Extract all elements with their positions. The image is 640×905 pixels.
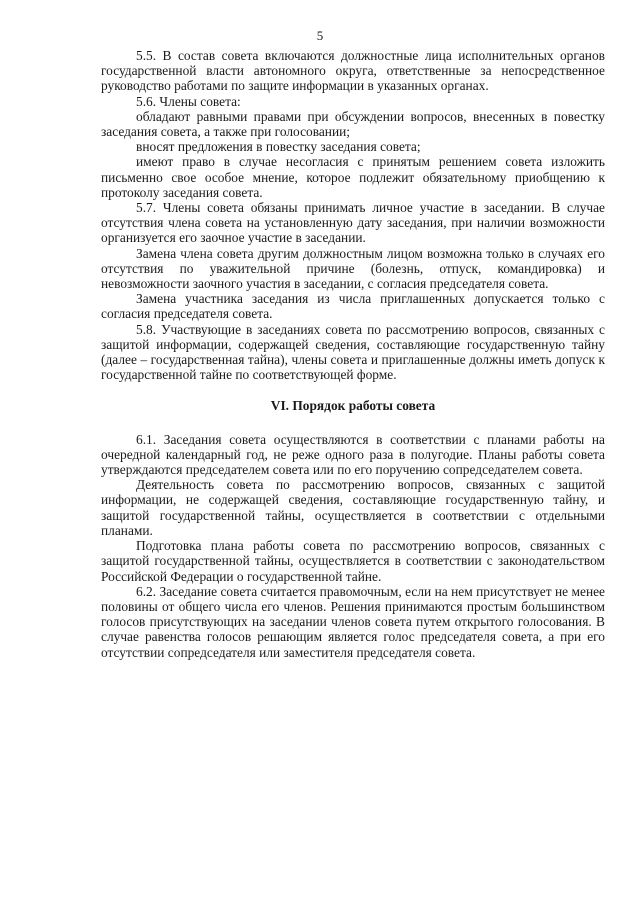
paragraph-6-2: 6.2. Заседание совета считается правомочным, если на нем присутствует не менее половины от общего числа его членов. Решения принимаются простым большинством голосов присутствующих на заседании членов совета путем открытого голосования. В случае равенства голосов решающим является голос председателя совета, а при его отсутствии сопредседателя или заместителя председателя совета. bbox=[101, 583, 605, 660]
paragraph-6-1-plan: Подготовка плана работы совета по рассмотрению вопросов, связанных с защитой государственной тайны, осуществляется в соответствии с законодательством Российской Федерации о государственной тайне. bbox=[101, 538, 605, 584]
paragraph-5-6-opinion: имеют право в случае несогласия с принятым решением совета изложить письменно свое особое мнение, которое подлежит обязательному приобщению к протоколу заседания совета. bbox=[101, 154, 605, 200]
paragraph-5-7: 5.7. Члены совета обязаны принимать личное участие в заседании. В случае отсутствия члена совета на установленную дату заседания, при наличии возможности организуется его заочное участие в заседании. bbox=[101, 200, 605, 246]
page-number: 5 bbox=[316, 28, 324, 43]
paragraph-6-1-activity: Деятельность совета по рассмотрению вопросов, связанных с защитой информации, не содержащей сведения, составляющие государственную тайну, и защитой государственной тайны, осуществляется в соответствии с отдельными планами. bbox=[101, 477, 605, 538]
paragraph-5-8: 5.8. Участвующие в заседаниях совета по рассмотрению вопросов, связанных с защитой информации, содержащей сведения, составляющие государственную тайну (далее – государственная тайна), члены совета и приглашенные должны иметь допуск к государственной тайне по соответствующей форме. bbox=[101, 321, 605, 383]
paragraph-5-5: 5.5. В состав совета включаются должностные лица исполнительных органов государственной власти автономного округа, ответственные за непосредственное руководство работами по защите информации в указанных органах. bbox=[101, 48, 605, 94]
document-body bbox=[101, 48, 605, 660]
paragraph-6-1: 6.1. Заседания совета осуществляются в соответствии с планами работы на очередной календарный год, не реже одного раза в полугодие. Планы работы совета утверждаются председателем совета или по его поручению сопредседателем совета. bbox=[101, 431, 605, 478]
paragraph-5-6: 5.6. Члены совета: bbox=[136, 93, 241, 109]
paragraph-5-6-proposals: вносят предложения в повестку заседания совета; bbox=[136, 139, 421, 155]
paragraph-5-7-replacement: Замена члена совета другим должностным лицом возможна только в случаях его отсутствия по уважительной причине (болезнь, отпуск, командировка) и невозможности заочного участия в заседании, с согласия председателя совета. bbox=[101, 245, 605, 292]
paragraph-5-7-invited: Замена участника заседания из числа приглашенных допускается только с согласия председателя совета. bbox=[101, 291, 605, 322]
section-title: VI. Порядок работы совета bbox=[270, 398, 436, 414]
paragraph-5-6-rights: обладают равными правами при обсуждении вопросов, внесенных в повестку заседания совета, а также при голосовании; bbox=[101, 108, 605, 140]
